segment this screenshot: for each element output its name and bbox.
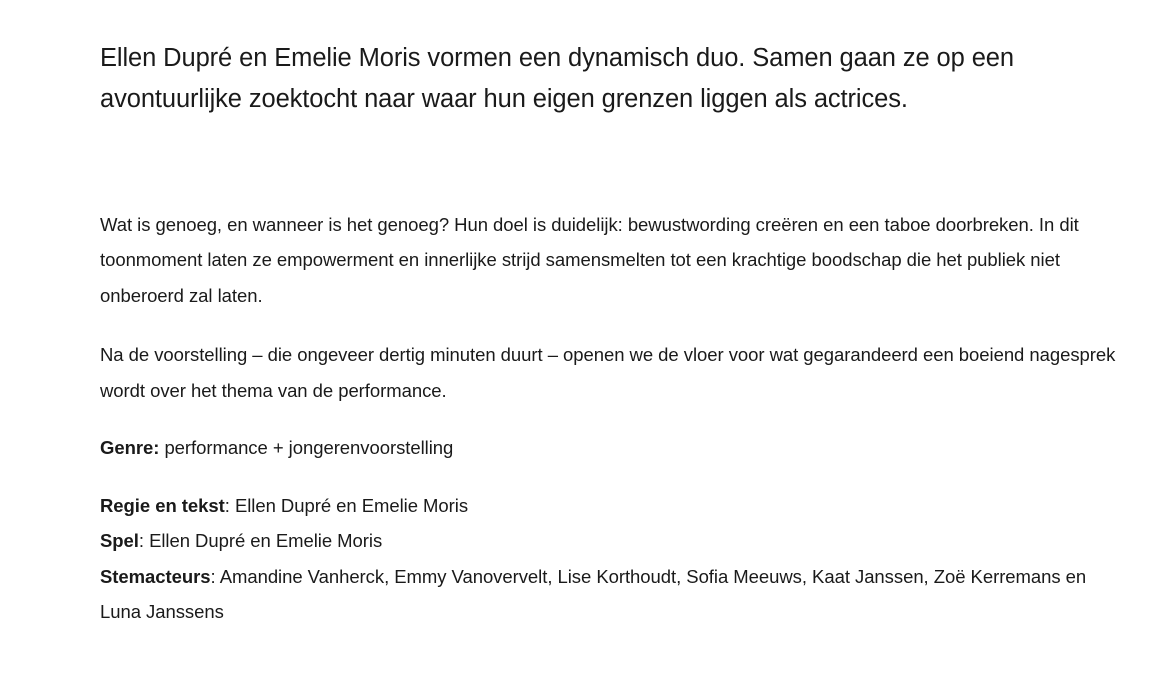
body-paragraph-1: Wat is genoeg, en wanneer is het genoeg? Hun doel is duidelijk: bewustwording creëren en een taboe doorbreken. In dit toonmoment laten ze empowerment en innerlijke strijd samensmelten tot een krachtige boodschap die het publiek niet onberoerd zal laten. xyxy=(100,213,1079,306)
genre-line xyxy=(100,430,1121,466)
credit-value-direction: Ellen Dupré en Emelie Moris xyxy=(234,494,469,516)
genre-label: Genre: xyxy=(100,437,160,459)
credit-label-direction: Regie en tekst xyxy=(100,494,225,516)
body-paragraph-2: Na de voorstelling – die ongeveer dertig minuten duurt – openen we de vloer voor wat gegarandeerd een boeiend nagesprek wordt over het thema van de performance. xyxy=(100,344,1116,401)
credit-row-cast xyxy=(100,523,1121,559)
credit-separator-voice-actors: : xyxy=(210,565,220,587)
lead-paragraph: Ellen Dupré en Emelie Moris vormen een dynamisch duo. Samen gaan ze op een avontuurlijke zoektocht naar waar hun eigen grenzen liggen als actrices. xyxy=(100,44,1014,114)
credit-row-direction xyxy=(100,488,1121,524)
credit-value-cast: Ellen Dupré en Emelie Moris xyxy=(149,530,383,552)
credit-separator-cast: : xyxy=(138,530,150,552)
credit-value-voice-actors: Amandine Vanherck, Emmy Vanovervelt, Lise Korthoudt, Sofia Meeuws, Kaat Janssen, Zoë Kerremans en Luna Janssens xyxy=(100,565,1087,623)
credits-block xyxy=(100,488,1121,630)
credit-label-voice-actors: Stemacteurs xyxy=(100,565,211,587)
credit-label-cast: Spel xyxy=(100,530,139,552)
credit-row-voice-actors xyxy=(100,559,1121,630)
genre-value: performance + jongerenvoorstelling xyxy=(164,437,454,459)
article-body xyxy=(100,207,1121,630)
credit-separator-direction: : xyxy=(224,494,235,516)
